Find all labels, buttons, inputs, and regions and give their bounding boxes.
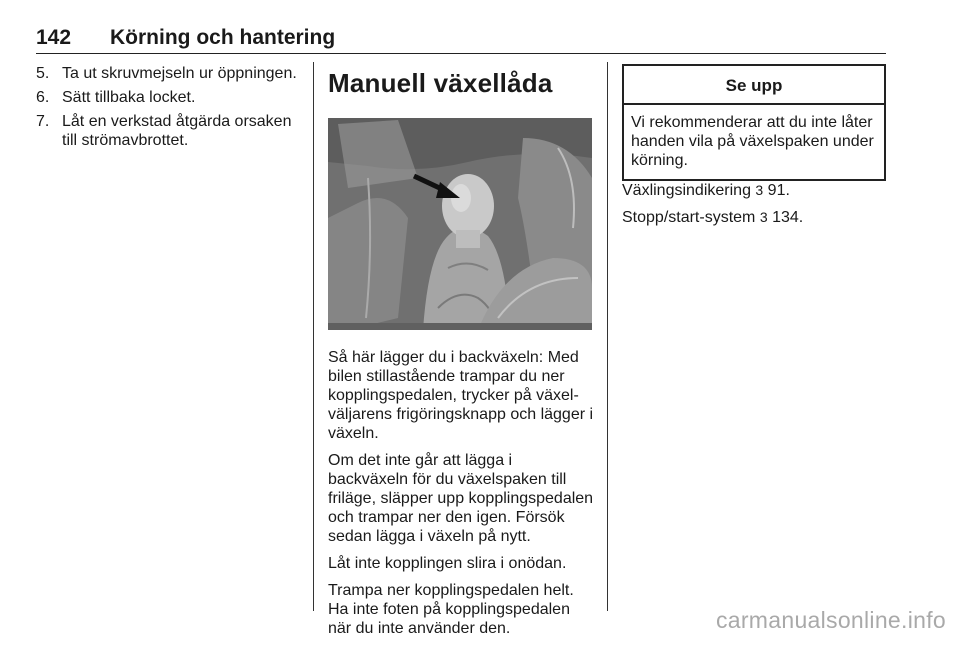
- column-divider-left: [313, 62, 314, 611]
- right-column: [622, 64, 886, 227]
- page-number: 142: [36, 26, 72, 49]
- body-paragraph: Låt inte kopplingen slira i onödan.: [328, 555, 567, 572]
- body-paragraph: Så här lägger du i backväxeln: Med bilen stillastående trampar du ner kopplingspedalen, trycker på växelväljarens frigöringsknapp och lägger i växeln.: [328, 349, 594, 442]
- step-item: [36, 88, 304, 107]
- watermark: carmanualsonline.info: [715, 607, 946, 633]
- steps-list: [36, 64, 304, 150]
- gear-lever-drawing: [328, 118, 592, 330]
- caution-box: [622, 64, 886, 181]
- reference-page: 134.: [772, 209, 804, 226]
- section-heading: Manuell växellåda: [328, 68, 553, 98]
- reference-label: Växlingsindikering: [622, 182, 751, 199]
- page-arrow-icon: 3: [759, 209, 768, 225]
- column-divider-right: [607, 62, 608, 611]
- body-paragraph: Trampa ner kopplingspedalen helt. Ha inte foten på kopplingspedalen när du inte använder den.: [328, 582, 574, 637]
- reference-label: Stopp/start-system: [622, 209, 756, 226]
- caution-title: Se upp: [624, 66, 884, 105]
- caution-text: Vi rekommenderar att du inte låter handen vila på växelspaken under körning.: [631, 114, 874, 169]
- page-header: [36, 26, 886, 50]
- left-column: [36, 64, 304, 155]
- cross-reference: [622, 181, 886, 200]
- step-text: Sätt tillbaka locket.: [62, 89, 196, 106]
- step-number: 5.: [36, 65, 50, 82]
- body-paragraph: Om det inte går att lägga i backväxeln för du växelspaken till friläge, släpper upp kopplingspedalen och trampar ner den igen. Försök sedan lägga i växeln på nytt.: [328, 452, 594, 545]
- step-item: [36, 64, 304, 83]
- cross-reference: [622, 208, 886, 227]
- step-item: [36, 112, 304, 150]
- reference-page: 91.: [767, 182, 790, 199]
- step-number: 7.: [36, 113, 50, 130]
- step-text: Låt en verkstad åtgärda orsaken till strömavbrottet.: [62, 113, 292, 149]
- page-arrow-icon: 3: [755, 182, 764, 198]
- step-text: Ta ut skruvmejseln ur öppningen.: [62, 65, 297, 82]
- middle-column: [328, 64, 596, 646]
- gear-lever-illustration: [328, 118, 592, 330]
- header-rule: [36, 53, 886, 54]
- step-number: 6.: [36, 89, 50, 106]
- chapter-title: Körning och hantering: [110, 26, 336, 49]
